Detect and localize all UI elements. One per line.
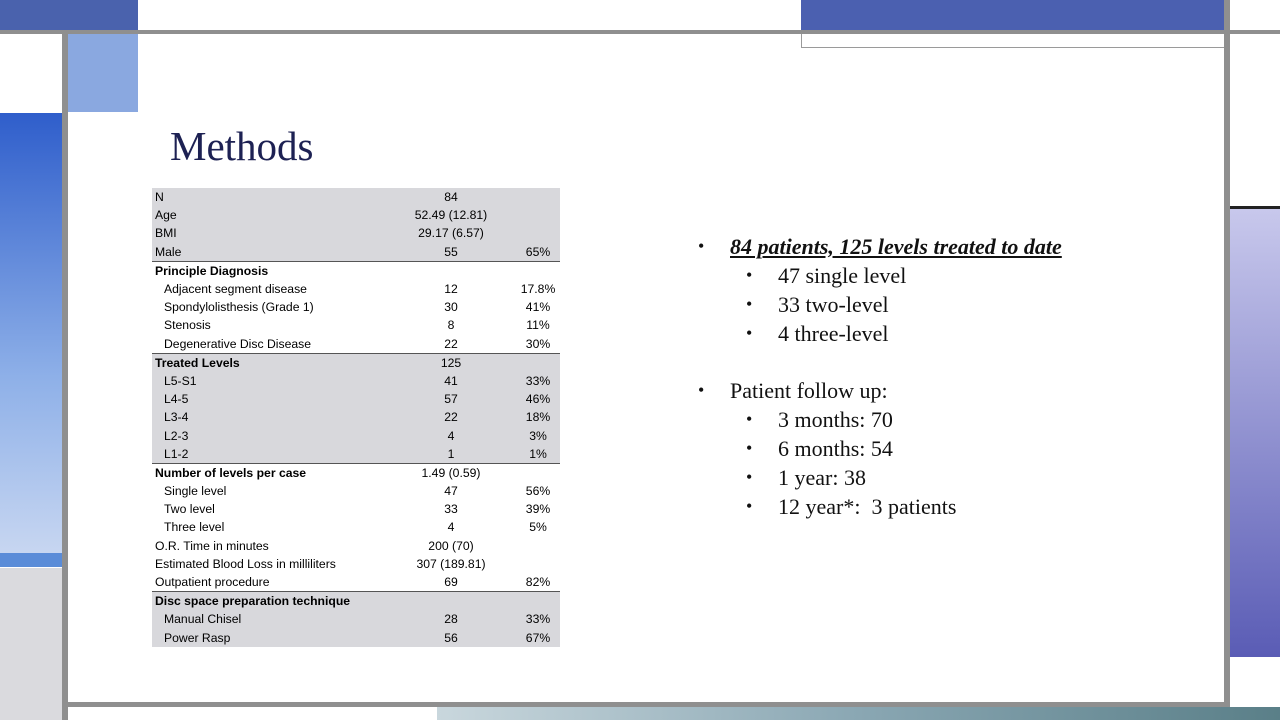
- row-value: 47: [444, 484, 458, 499]
- row-value: 1.49 (0.59): [386, 463, 516, 482]
- table-row: [152, 573, 560, 592]
- table-row: [152, 206, 560, 224]
- top-right-outline-block: [801, 32, 1227, 48]
- bullet-list: [698, 232, 1198, 521]
- patient-statistics-table: [152, 188, 560, 647]
- table-row: [152, 316, 560, 334]
- row-percent: [516, 463, 560, 482]
- bullet-dot-icon: •: [746, 294, 753, 314]
- row-label: L1-2: [152, 445, 386, 464]
- table-row: [152, 372, 560, 390]
- row-label: Adjacent segment disease: [164, 282, 307, 297]
- bullet-sub-item: [698, 261, 1198, 290]
- row-value: 33: [444, 502, 458, 517]
- row-value: 55: [386, 243, 516, 262]
- row-label: Single level: [164, 484, 227, 499]
- table-row: [152, 445, 560, 464]
- row-label: Two level: [164, 502, 215, 517]
- bullet-text: 33 two-level: [778, 292, 889, 317]
- row-label: L4-5: [152, 390, 386, 408]
- row-label: Outpatient procedure: [155, 575, 270, 590]
- row-percent: 30%: [525, 336, 551, 351]
- row-percent: 1%: [516, 445, 560, 464]
- row-value: 307 (189.81): [416, 556, 486, 571]
- slide-title: Methods: [170, 123, 314, 169]
- bullet-followup-title: [698, 376, 1198, 405]
- bullet-text: 12 year*: 3 patients: [778, 494, 957, 519]
- table-row: [152, 537, 560, 555]
- row-value: 125: [386, 353, 516, 372]
- table-section-header: [152, 463, 560, 482]
- bullet-text: 6 months: 54: [778, 436, 893, 461]
- row-label: Age: [152, 206, 386, 224]
- table-row: [152, 426, 560, 444]
- table-row: [152, 224, 560, 242]
- bullet-dot-icon: •: [746, 265, 753, 285]
- top-right-blue-block: [801, 0, 1225, 30]
- bullet-text: Patient follow up:: [730, 378, 888, 403]
- bullet-sub-item: [698, 434, 1198, 463]
- row-value: 29.17 (6.57): [386, 224, 516, 242]
- table-row: [152, 500, 560, 518]
- row-percent: 33%: [516, 372, 560, 390]
- row-value: 52.49 (12.81): [386, 206, 516, 224]
- table-section-header: [152, 261, 560, 280]
- table-row: [152, 629, 560, 647]
- row-label: Number of levels per case: [152, 463, 386, 482]
- row-percent: 17.8%: [520, 282, 556, 297]
- row-label: O.R. Time in minutes: [155, 538, 269, 553]
- row-label: Three level: [164, 520, 225, 535]
- row-label: L5-S1: [152, 372, 386, 390]
- top-left-blue-block: [0, 0, 138, 30]
- table-section-header: [152, 353, 560, 372]
- row-label: Manual Chisel: [152, 610, 386, 628]
- row-percent: 11%: [526, 318, 550, 333]
- table-row: [152, 555, 560, 573]
- bullet-sub-item: [698, 405, 1198, 434]
- row-percent: [516, 188, 560, 206]
- bullet-dot-icon: •: [746, 409, 753, 429]
- row-value: 84: [386, 188, 516, 206]
- row-value: 22: [444, 336, 458, 351]
- row-percent: 46%: [516, 390, 560, 408]
- row-percent: [516, 261, 560, 280]
- bullet-text: 4 three-level: [778, 321, 889, 346]
- row-label: Estimated Blood Loss in milliliters: [155, 556, 336, 571]
- row-label: Spondylolisthesis (Grade 1): [164, 300, 314, 315]
- row-value: 30: [444, 300, 458, 315]
- table-row: [152, 518, 560, 536]
- bullet-text: 3 months: 70: [778, 407, 893, 432]
- table-row: [152, 408, 560, 426]
- row-value: 57: [386, 390, 516, 408]
- left-frame-bar: [62, 30, 68, 720]
- row-percent: 5%: [529, 520, 547, 535]
- table-row: [152, 243, 560, 262]
- row-percent: 39%: [525, 502, 551, 517]
- row-percent: 65%: [516, 243, 560, 262]
- row-value: 12: [444, 282, 458, 297]
- bullet-dot-icon: •: [746, 323, 753, 343]
- row-label: Power Rasp: [152, 629, 386, 647]
- left-light-blue-block: [68, 34, 138, 112]
- row-label: L2-3: [152, 426, 386, 444]
- bullet-dot-icon: •: [746, 467, 753, 487]
- left-gray-block: [0, 568, 62, 720]
- row-value: 41: [386, 372, 516, 390]
- row-label: Treated Levels: [152, 353, 386, 372]
- row-percent: [516, 206, 560, 224]
- row-percent: 3%: [516, 426, 560, 444]
- row-percent: 82%: [525, 575, 551, 590]
- table-row: [152, 390, 560, 408]
- row-label: Disc space preparation technique: [152, 592, 386, 611]
- row-value: 69: [444, 575, 458, 590]
- row-percent: 33%: [516, 610, 560, 628]
- bullet-sub-item: [698, 290, 1198, 319]
- table-row: [152, 482, 560, 500]
- row-value: 200 (70): [428, 538, 474, 553]
- row-label: L3-4: [152, 408, 386, 426]
- table-section-header: [152, 592, 560, 611]
- row-percent: [516, 592, 560, 611]
- row-value: 4: [447, 520, 455, 535]
- bullet-text: 1 year: 38: [778, 465, 866, 490]
- row-percent: [516, 537, 560, 555]
- bullet-sub-item: [698, 319, 1198, 348]
- row-percent: [516, 224, 560, 242]
- row-value: 4: [386, 426, 516, 444]
- row-value: 56: [386, 629, 516, 647]
- bottom-gradient-strip: [437, 707, 1280, 720]
- row-label: Degenerative Disc Disease: [164, 336, 311, 351]
- row-value: 1: [386, 445, 516, 464]
- row-percent: 41%: [525, 300, 551, 315]
- bullet-sub-item: [698, 492, 1198, 521]
- bullet-summary: [698, 232, 1198, 261]
- row-percent: 67%: [516, 629, 560, 647]
- top-frame-bar: [0, 30, 1280, 34]
- table-row: [152, 335, 560, 354]
- row-value: [386, 592, 516, 611]
- row-percent: [516, 555, 560, 573]
- row-label: BMI: [152, 224, 386, 242]
- bullet-dot-icon: •: [698, 236, 705, 256]
- left-blue-strip: [0, 113, 62, 553]
- row-value: 28: [386, 610, 516, 628]
- table-row: [152, 280, 560, 298]
- row-value: [386, 261, 516, 280]
- row-label: Stenosis: [164, 318, 211, 333]
- row-label: Male: [152, 243, 386, 262]
- row-label: N: [152, 188, 386, 206]
- bullet-text: 47 single level: [778, 263, 907, 288]
- row-percent: [516, 353, 560, 372]
- row-percent: 18%: [516, 408, 560, 426]
- bullet-dot-icon: •: [698, 380, 705, 400]
- row-value: 22: [386, 408, 516, 426]
- bullet-sub-item: [698, 463, 1198, 492]
- table-row: [152, 188, 560, 206]
- right-purple-strip: [1230, 209, 1280, 657]
- table-row: [152, 610, 560, 628]
- bullet-dot-icon: •: [746, 496, 753, 516]
- row-value: 8: [447, 318, 455, 333]
- bullet-text: 84 patients, 125 levels treated to date: [730, 234, 1062, 259]
- left-blue-thin-strip: [0, 553, 62, 567]
- row-percent: 56%: [525, 484, 551, 499]
- row-label: Principle Diagnosis: [152, 261, 386, 280]
- bullet-dot-icon: •: [746, 438, 753, 458]
- table-row: [152, 298, 560, 316]
